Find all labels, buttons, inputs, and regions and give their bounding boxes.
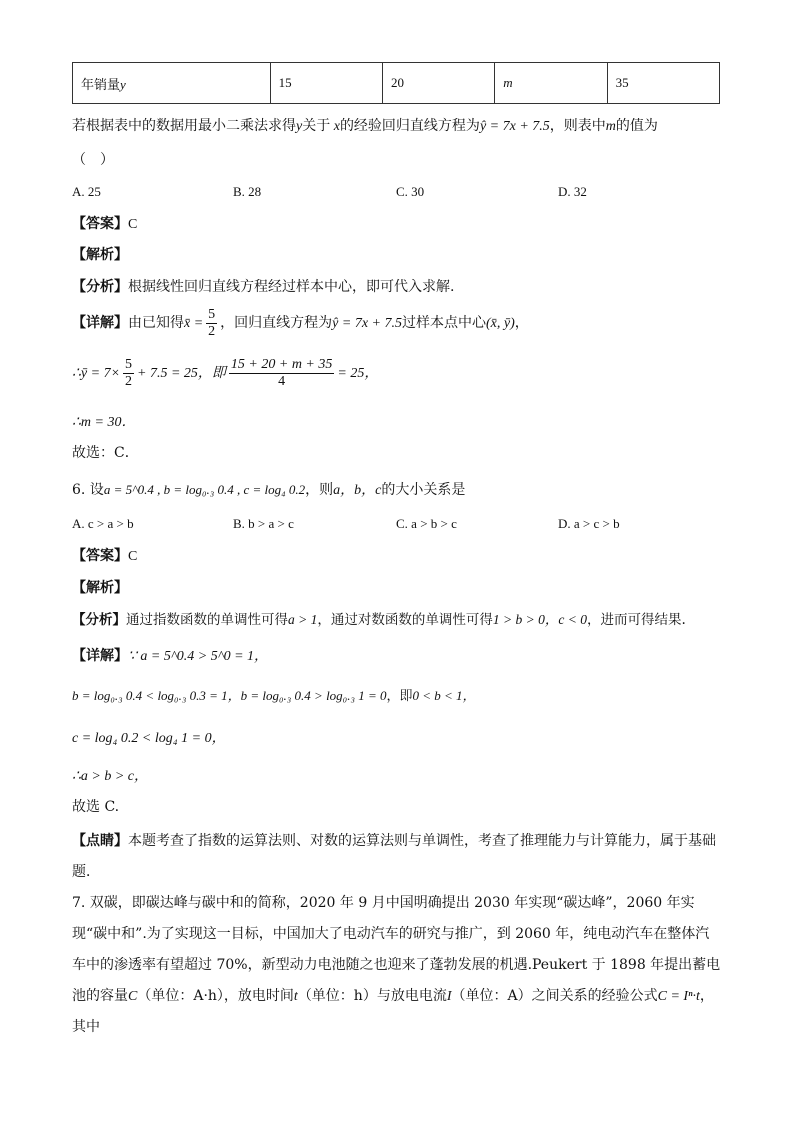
- q6-option-d: D. a > c > b: [558, 516, 620, 531]
- fraction: $\frac{5}{2}$: [125, 356, 133, 389]
- q5-option-b: B. 28: [233, 184, 262, 199]
- q5-option-c: C. 30: [396, 184, 425, 199]
- table-label-cell: 年销量y: [73, 63, 271, 104]
- q5-option-a: A. 25: [72, 184, 101, 199]
- q6-detail-4: ∴a > b > c，: [72, 769, 149, 784]
- table-cell: m: [495, 63, 607, 104]
- q6-choose: 故选 C.: [72, 799, 120, 815]
- q5-analysis-title: 【解析】: [72, 247, 128, 263]
- q6-option-c: C. a > b > c: [396, 516, 457, 531]
- q5-detail-3: ∴m = 30．: [72, 415, 136, 430]
- q5-stem: 若根据表中的数据用最小二乘法求得y关于 x的经验回归直线方程为ŷ = 7x + 7.5，则表中m的值为: [72, 118, 658, 134]
- table-row: [73, 63, 720, 104]
- q6-detail-2: b = log₀.₃ 0.4 < log₀.₃ 0.3 = 1，b = log₀.₃ 0.4 > log₀.₃ 1 = 0，即0 < b < 1，: [72, 688, 476, 704]
- table-cell: 20: [382, 63, 494, 104]
- q5-choose: 故选：C．: [72, 445, 139, 461]
- q6-detail-3: c = log₄ 0.2 < log₄ 1 = 0，: [72, 731, 226, 746]
- q6-dianjing: 【点睛】本题考查了指数的运算法则、对数的运算法则与单调性，考查了推理能力与计算能力，属于基础题．: [72, 833, 716, 880]
- q5-detail-1: 【详解】由已知得x̄ = $\frac{5}{2}$ ，回归直线方程为ŷ = 7x + 7.5过样本点中心(x̄, ȳ)，: [72, 306, 529, 339]
- sales-table: [72, 62, 720, 104]
- table-cell: 15: [270, 63, 382, 104]
- q6-answer: 【答案】C: [72, 548, 138, 564]
- q6-option-a: A. c > a > b: [72, 516, 134, 531]
- q5-fenxi: 【分析】根据线性回归直线方程经过样本中心，即可代入求解.: [72, 279, 455, 295]
- q5-answer: 【答案】C: [72, 216, 138, 232]
- q5-detail-2: ∴ȳ = 7× $\frac{5}{2}$ + 7.5 = 25，即 $\frac{15 + 20 + m + 35}{4}$ = 25，: [72, 356, 379, 389]
- q5-option-d: D. 32: [558, 184, 587, 199]
- q6-detail-1: 【详解】∵ a = 5^0.4 > 5^0 = 1，: [72, 648, 269, 664]
- q7-stem: 7. 双碳，即碳达峰与碳中和的简称，2020 年 9 月中国明确提出 2030 年实现“碳达峰”，2060 年实现“碳中和”.为了实现这一目标，中国加大了电动汽车的研究与推广，到 2060 年，纯电动汽车在整体汽车中的渗透率有望超过 70%，新型动力电池随之也迎来了蓬勃发展的机遇.Peukert 于 1898 年提出蓄电池的容量C（单位：A·h），放电时间t（单位：h）与放电电流I（单位：A）之间关系的经验公式C = Iⁿ·t，其中: [72, 895, 721, 1035]
- fraction: $\frac{15 + 20 + m + 35}{4}$: [230, 356, 333, 389]
- q5-paren: （ ）: [72, 152, 114, 168]
- fraction: $\frac{5}{2}$: [208, 306, 216, 339]
- q6-fenxi: 【分析】通过指数函数的单调性可得a > 1，通过对数函数的单调性可得1 > b > 0，c < 0，进而可得结果.: [72, 612, 686, 628]
- q6-analysis-title: 【解析】: [72, 580, 128, 596]
- q6-option-b: B. b > a > c: [233, 516, 294, 531]
- q6-stem: 6. 设a = 5^0.4 , b = log₀.₃ 0.4 , c = log₄ 0.2，则a，b，c的大小关系是: [72, 482, 466, 498]
- table-cell: 35: [607, 63, 719, 104]
